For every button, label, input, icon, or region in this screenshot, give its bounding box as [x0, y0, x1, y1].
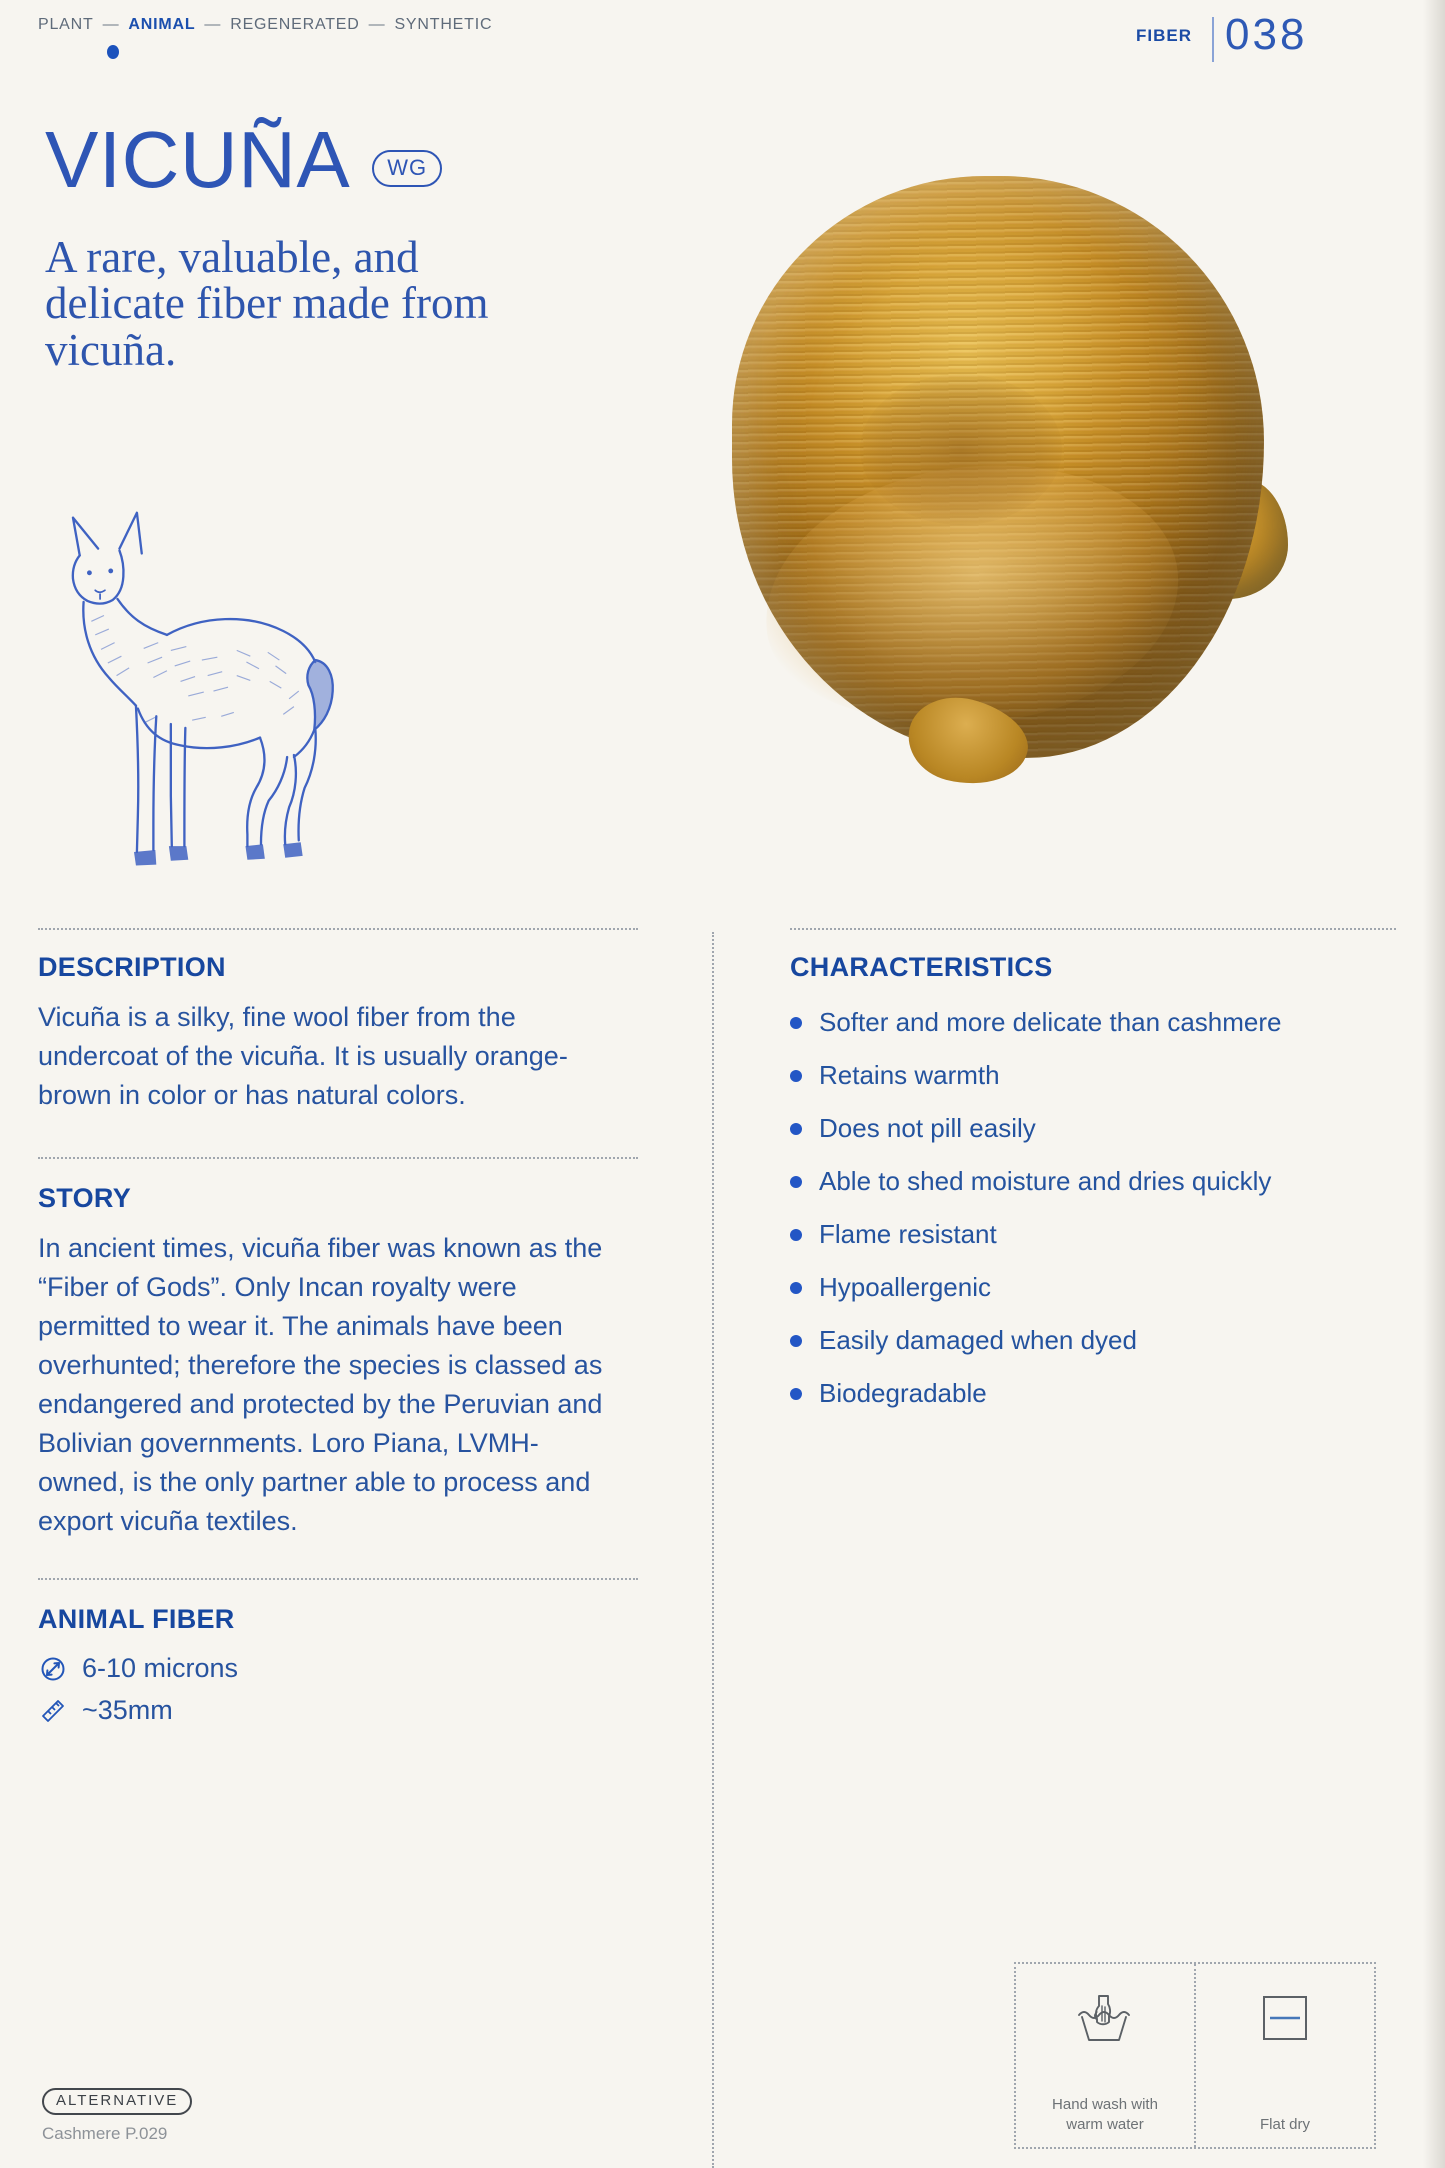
- page-title: VICUÑA: [45, 115, 351, 204]
- page-number: 038: [1225, 10, 1308, 59]
- alternative-reference: Cashmere P.029: [42, 2124, 168, 2143]
- list-item: Flame resistant: [790, 1219, 1396, 1250]
- neck-back: [118, 599, 167, 635]
- animal-fiber-heading: ANIMAL FIBER: [38, 1604, 235, 1634]
- story-body: In ancient times, vicuña fiber was known as the “Fiber of Gods”. Only Incan royalty were permitted to wear it. The animals have been overhunted; therefore the species is classed as endangered and protected by the Peruvian and Bolivian governments. Loro Piana, LVMH-owned, is the only partner able to process and export vicuña textiles.: [38, 1233, 603, 1536]
- bullet-dot: [790, 1335, 802, 1347]
- page-edge-shadow: [1423, 0, 1445, 2168]
- description-body: Vicuña is a silky, fine wool fiber from the undercoat of the vicuña. It is usually orange-brown in color or has natural colors.: [38, 1002, 568, 1110]
- section-divider: [38, 928, 638, 930]
- nav-separator: —: [368, 16, 386, 33]
- right-column: [790, 928, 1396, 1431]
- list-item: Able to shed moisture and dries quickly: [790, 1166, 1396, 1197]
- alternative-block: [42, 2088, 192, 2144]
- hand-wash-icon: [1073, 1988, 1137, 2052]
- bullet-dot: [790, 1229, 802, 1241]
- characteristics-heading: CHARACTERISTICS: [790, 952, 1053, 982]
- neck-front: [83, 602, 136, 706]
- rump: [294, 730, 314, 757]
- fiber-length-row: [38, 1695, 638, 1726]
- fiber-category-nav: [38, 16, 492, 34]
- page-category-label: FIBER: [1136, 26, 1192, 45]
- bullet-dot: [790, 1388, 802, 1400]
- vicuna-wool-sample-photo: [732, 176, 1264, 758]
- nav-item-synthetic: SYNTHETIC: [394, 16, 493, 33]
- characteristics-list: [790, 1007, 1396, 1409]
- fiber-length-value: ~35mm: [82, 1695, 173, 1725]
- diameter-icon: [38, 1654, 68, 1684]
- staple-length-icon: [38, 1696, 68, 1726]
- bullet-dot: [790, 1176, 802, 1188]
- vicuna-sketch-illustration: [46, 505, 348, 883]
- sketch-hatching: [91, 615, 298, 723]
- fiber-diameter-row: [38, 1653, 638, 1684]
- care-label: Hand wash with warm water: [1052, 2095, 1158, 2133]
- list-item: Softer and more delicate than cashmere: [790, 1007, 1396, 1038]
- nav-separator: —: [204, 16, 222, 33]
- flat-dry-icon: [1253, 1988, 1317, 2052]
- bullet-dot: [790, 1282, 802, 1294]
- nav-item-plant: PLANT: [38, 16, 94, 33]
- muzzle: [95, 590, 105, 599]
- section-divider: [38, 1578, 638, 1580]
- ear-right: [119, 513, 141, 554]
- nav-item-animal-active: ANIMAL: [128, 16, 196, 33]
- title-block: [45, 115, 442, 204]
- section-divider: [790, 928, 1396, 930]
- list-item: Does not pill easily: [790, 1113, 1396, 1144]
- list-item: Biodegradable: [790, 1378, 1396, 1409]
- bullet-dot: [790, 1123, 802, 1135]
- bullet-dot: [790, 1017, 802, 1029]
- description-heading: DESCRIPTION: [38, 952, 226, 982]
- care-instructions-box: [1014, 1962, 1376, 2149]
- story-heading: STORY: [38, 1183, 132, 1213]
- column-divider: [712, 932, 714, 2168]
- tail: [307, 660, 332, 730]
- nav-item-regenerated: REGENERATED: [230, 16, 360, 33]
- care-cell-flat-dry: [1194, 1964, 1374, 2147]
- care-cell-hand-wash: [1016, 1964, 1194, 2147]
- section-divider: [38, 1157, 638, 1159]
- list-item: Hypoallergenic: [790, 1272, 1396, 1303]
- wg-badge: WG: [372, 150, 442, 187]
- nav-separator: —: [102, 16, 120, 33]
- back-line: [167, 619, 315, 662]
- active-category-dot: [107, 45, 119, 59]
- list-item: Retains warmth: [790, 1060, 1396, 1091]
- wool-ball: [732, 176, 1264, 758]
- alternative-pill: ALTERNATIVE: [42, 2088, 192, 2115]
- fiber-diameter-value: 6-10 microns: [82, 1653, 239, 1683]
- bullet-dot: [790, 1070, 802, 1082]
- list-item: Easily damaged when dyed: [790, 1325, 1396, 1356]
- head-outline: [73, 551, 124, 604]
- care-label: Flat dry: [1259, 2115, 1310, 2133]
- left-column: [38, 928, 638, 1737]
- tagline: A rare, valuable, and delicate fiber made from vicuña.: [45, 232, 489, 375]
- fiber-spec-list: [38, 1653, 638, 1726]
- ear-left: [73, 518, 98, 556]
- hooves-and-eyes: [87, 568, 303, 865]
- header-divider-line: [1212, 17, 1214, 62]
